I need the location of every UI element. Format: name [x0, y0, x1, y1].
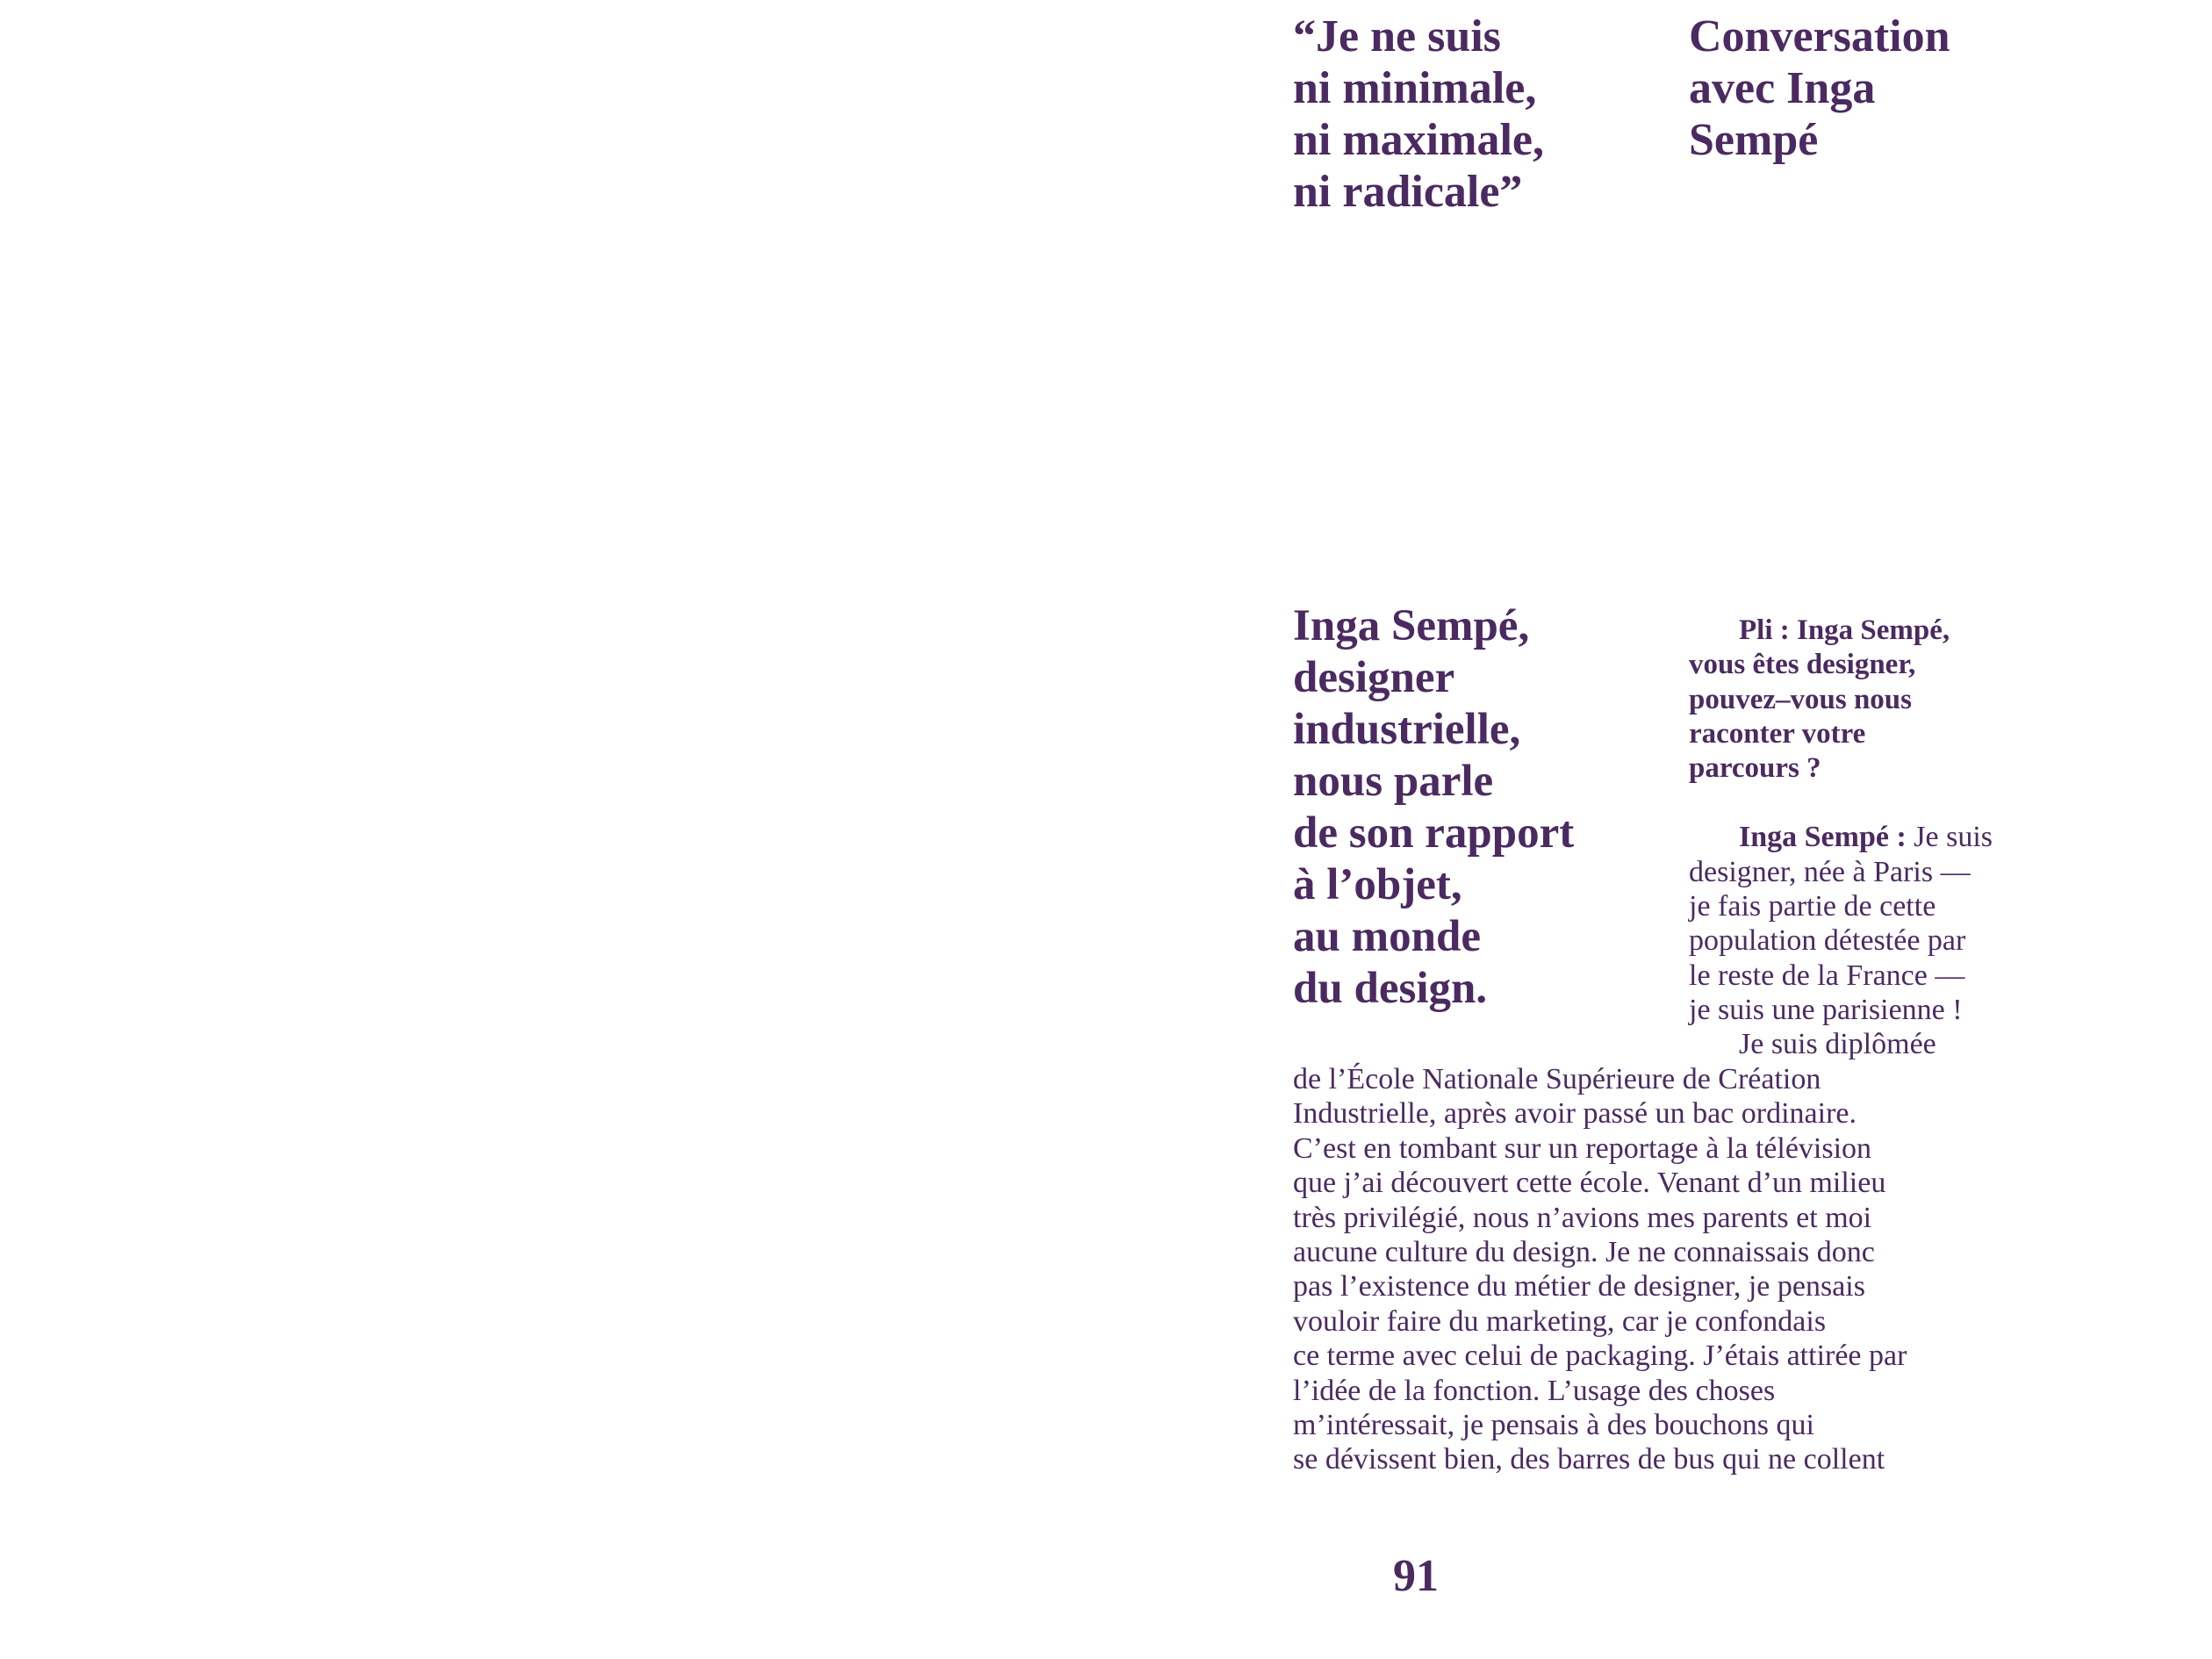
page-number: 91 — [1393, 1551, 1439, 1601]
question-line: vous êtes designer, — [1689, 649, 1916, 681]
body-line: pas l’existence du métier de designer, je pensais — [1293, 1270, 1865, 1304]
answer-line: le reste de la France — — [1689, 959, 1965, 992]
question-line: pouvez–vous nous — [1689, 683, 1912, 715]
standfirst-line: de son rapport — [1293, 808, 1575, 858]
answer-line: population détestée par — [1689, 924, 1966, 958]
quote-line: ni maximale, — [1293, 115, 1544, 165]
answer-line: Je suis diplômée — [1739, 1028, 1936, 1061]
interview-continuation — [1293, 1062, 1907, 1477]
question-line: raconter votre — [1689, 717, 1866, 750]
standfirst-line: designer — [1293, 653, 1455, 702]
title-line: avec Inga — [1689, 63, 1876, 113]
quote-line: ni radicale” — [1293, 167, 1523, 217]
title-line: Conversation — [1689, 11, 1950, 61]
quote-headline — [1293, 11, 1544, 218]
interview-column — [1689, 614, 2022, 1062]
body-line: très privilégié, nous n’avions mes parents et moi — [1293, 1201, 1872, 1234]
answer-line: je fais partie de cette — [1689, 890, 1936, 923]
standfirst-line: au monde — [1293, 912, 1481, 961]
standfirst-line: à l’objet, — [1293, 860, 1462, 909]
question-line: Pli : Inga Sempé, — [1739, 614, 1950, 646]
body-line: m’intéressait, je pensais à des bouchons qui — [1293, 1409, 1814, 1442]
quote-line: ni minimale, — [1293, 63, 1537, 113]
answer-line: je suis une parisienne ! — [1689, 993, 1963, 1026]
answer-text: Je suis — [1906, 821, 1993, 854]
standfirst-line: du design. — [1293, 964, 1488, 1013]
standfirst-line: industrielle, — [1293, 705, 1521, 754]
standfirst-line: Inga Sempé, — [1293, 601, 1530, 650]
standfirst — [1293, 600, 1574, 1015]
body-line: que j’ai découvert cette école. Venant d’un milieu — [1293, 1167, 1886, 1200]
body-line: C’est en tombant sur un reportage à la télévision — [1293, 1131, 1872, 1165]
body-line: ce terme avec celui de packaging. J’étais attirée par — [1293, 1339, 1907, 1373]
quote-line: “Je ne suis — [1293, 11, 1501, 61]
body-line: se dévissent bien, des barres de bus qui ne collent — [1293, 1443, 1885, 1476]
speaker-label: Inga Sempé : — [1739, 821, 1907, 854]
body-line: aucune culture du design. Je ne connaissais donc — [1293, 1236, 1875, 1269]
title-line: Sempé — [1689, 115, 1819, 165]
question-line: parcours ? — [1689, 752, 1821, 785]
body-line: vouloir faire du marketing, car je confondais — [1293, 1304, 1827, 1338]
standfirst-line: nous parle — [1293, 757, 1494, 806]
body-line: l’idée de la fonction. L’usage des choses — [1293, 1374, 1776, 1407]
interview-question — [1689, 614, 2022, 786]
body-line: Industrielle, après avoir passé un bac ordinaire. — [1293, 1097, 1856, 1131]
body-line: de l’École Nationale Supérieure de Création — [1293, 1063, 1821, 1095]
answer-line: designer, née à Paris — — [1689, 855, 1971, 888]
article-title — [1689, 11, 1950, 166]
interview-answer — [1689, 820, 2022, 1061]
answer-first-line — [1689, 820, 2022, 854]
